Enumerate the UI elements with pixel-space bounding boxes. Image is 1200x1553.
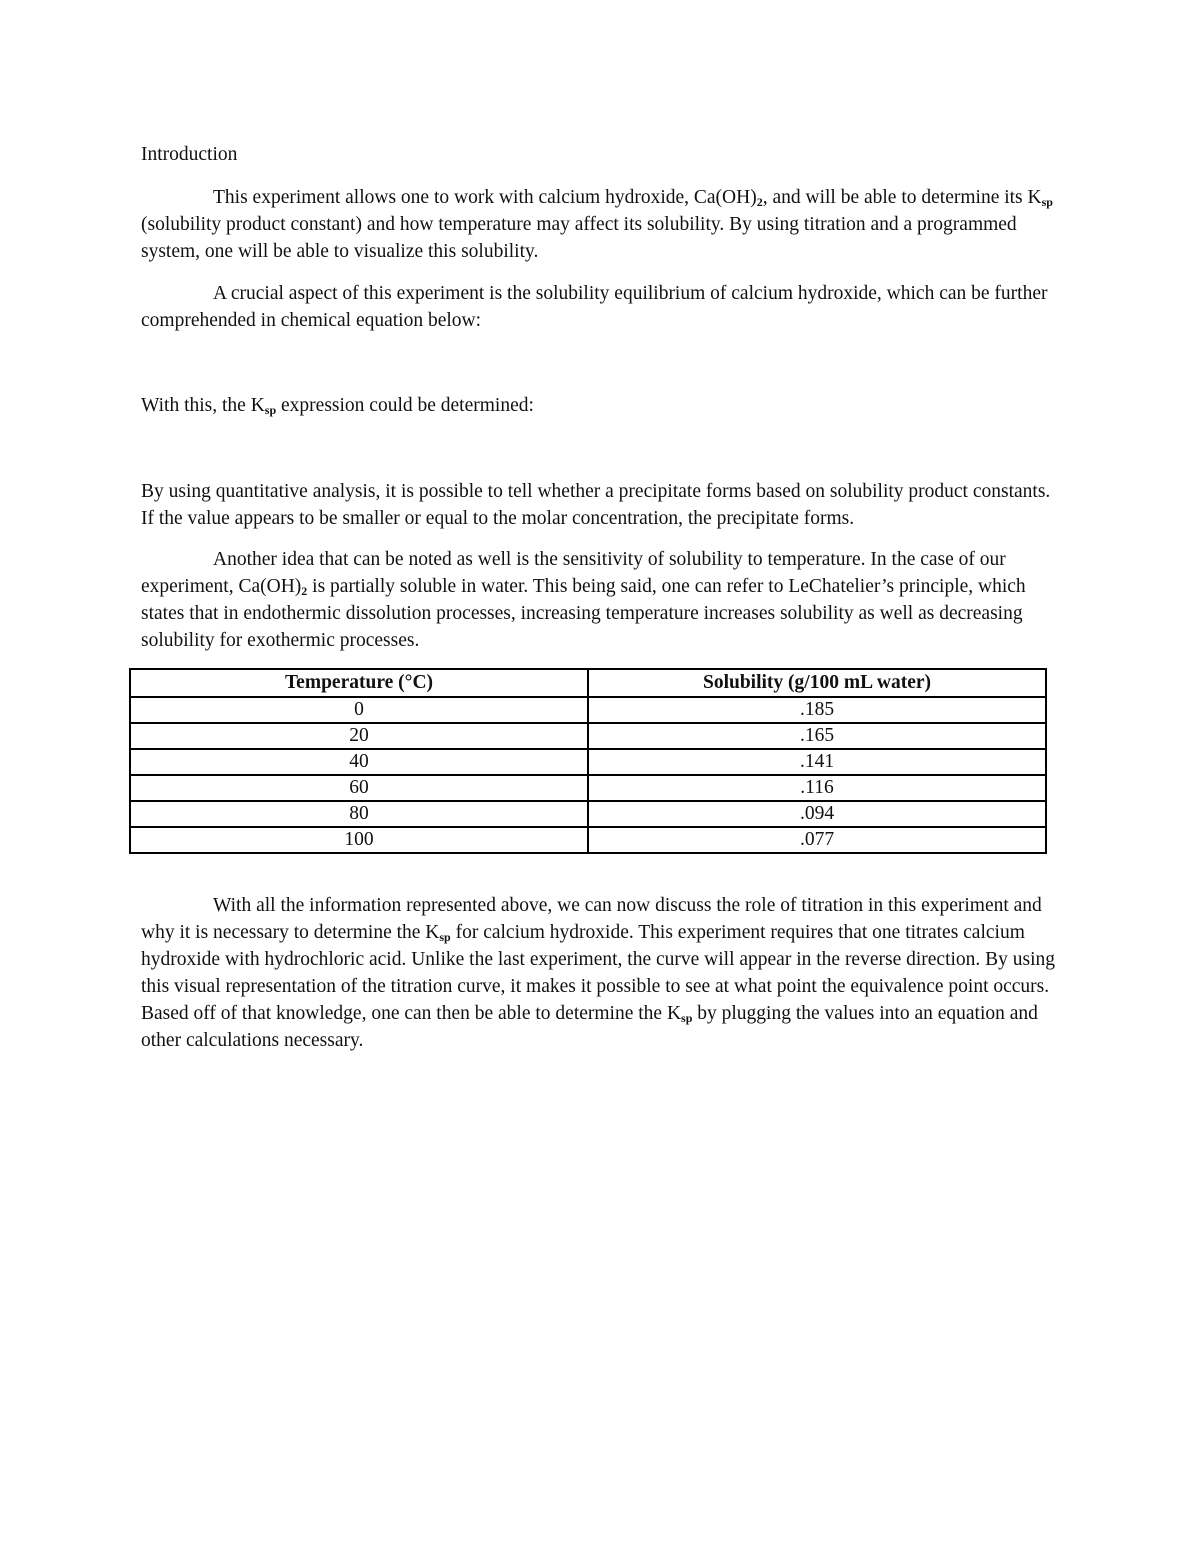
subscript: 2	[756, 195, 763, 209]
text-run: With this, the K	[141, 395, 265, 416]
text-run: With all the information represented above, we can now discuss the role of titration in this experiment and why it is necessary to determine the K	[141, 895, 1042, 943]
table-header-row	[130, 669, 1046, 697]
subscript: sp	[264, 403, 277, 417]
solubility-cell: .185	[588, 697, 1046, 723]
text-run: for calcium hydroxide. This experiment requires that one titrates calcium hydroxide with hydrochloric acid. Unlike the last experiment, the curve will appear in the reverse direction. By using this visual representation of the titration curve, it makes it possible to see at what point the equivalence point occurs. Based off of that knowledge, one can then be able to determine the K	[141, 922, 1056, 1024]
temperature-cell: 0	[130, 697, 588, 723]
paragraph-titration-role	[141, 892, 1061, 1054]
text-run: This experiment allows one to work with calcium hydroxide, Ca(OH)	[213, 187, 757, 208]
temperature-cell: 100	[130, 827, 588, 853]
header-temperature: Temperature (°C)	[130, 669, 588, 697]
table-row	[130, 801, 1046, 827]
solubility-cell: .165	[588, 723, 1046, 749]
text-run: Another idea that can be noted as well is the sensitivity of solubility to temperature. In the case of our experiment, Ca(OH)	[141, 549, 1006, 597]
temperature-cell: 20	[130, 723, 588, 749]
paragraph-quantitative-analysis: By using quantitative analysis, it is possible to tell whether a precipitate forms based on solubility product constants. If the value appears to be smaller or equal to the molar concentration, the precipitate forms.	[141, 481, 1051, 529]
table-row	[130, 723, 1046, 749]
temperature-cell: 40	[130, 749, 588, 775]
paragraph-intro	[141, 184, 1061, 265]
table-row	[130, 827, 1046, 853]
text-run: , and will be able to determine its K	[762, 187, 1042, 208]
solubility-table	[129, 668, 1047, 854]
subscript: sp	[439, 930, 451, 944]
table-row	[130, 697, 1046, 723]
paragraph-temperature-sensitivity	[141, 546, 1061, 654]
header-solubility: Solubility (g/100 mL water)	[588, 669, 1046, 697]
solubility-cell: .094	[588, 801, 1046, 827]
subscript: sp	[1041, 195, 1053, 209]
text-run: is partially soluble in water. This being said, one can refer to LeChatelier’s principle, which states that in endothermic dissolution processes, increasing temperature increases solubility as well as decreasing solubility for exothermic processes.	[141, 576, 1026, 651]
temperature-cell: 80	[130, 801, 588, 827]
solubility-cell: .116	[588, 775, 1046, 801]
table-row	[130, 749, 1046, 775]
section-heading: Introduction	[141, 144, 238, 165]
solubility-cell: .077	[588, 827, 1046, 853]
table-row	[130, 775, 1046, 801]
solubility-cell: .141	[588, 749, 1046, 775]
text-run: by plugging the values into an equation and other calculations necessary.	[141, 1003, 1038, 1051]
temperature-cell: 60	[130, 775, 588, 801]
paragraph-equilibrium: A crucial aspect of this experiment is the solubility equilibrium of calcium hydroxide, which can be further comprehended in chemical equation below:	[141, 283, 1048, 331]
text-run: expression could be determined:	[276, 395, 534, 416]
paragraph-ksp-expression	[141, 392, 1061, 419]
text-run: (solubility product constant) and how temperature may affect its solubility. By using titration and a programmed system, one will be able to visualize this solubility.	[141, 214, 1017, 262]
subscript: 2	[301, 584, 308, 598]
subscript: sp	[681, 1011, 693, 1025]
